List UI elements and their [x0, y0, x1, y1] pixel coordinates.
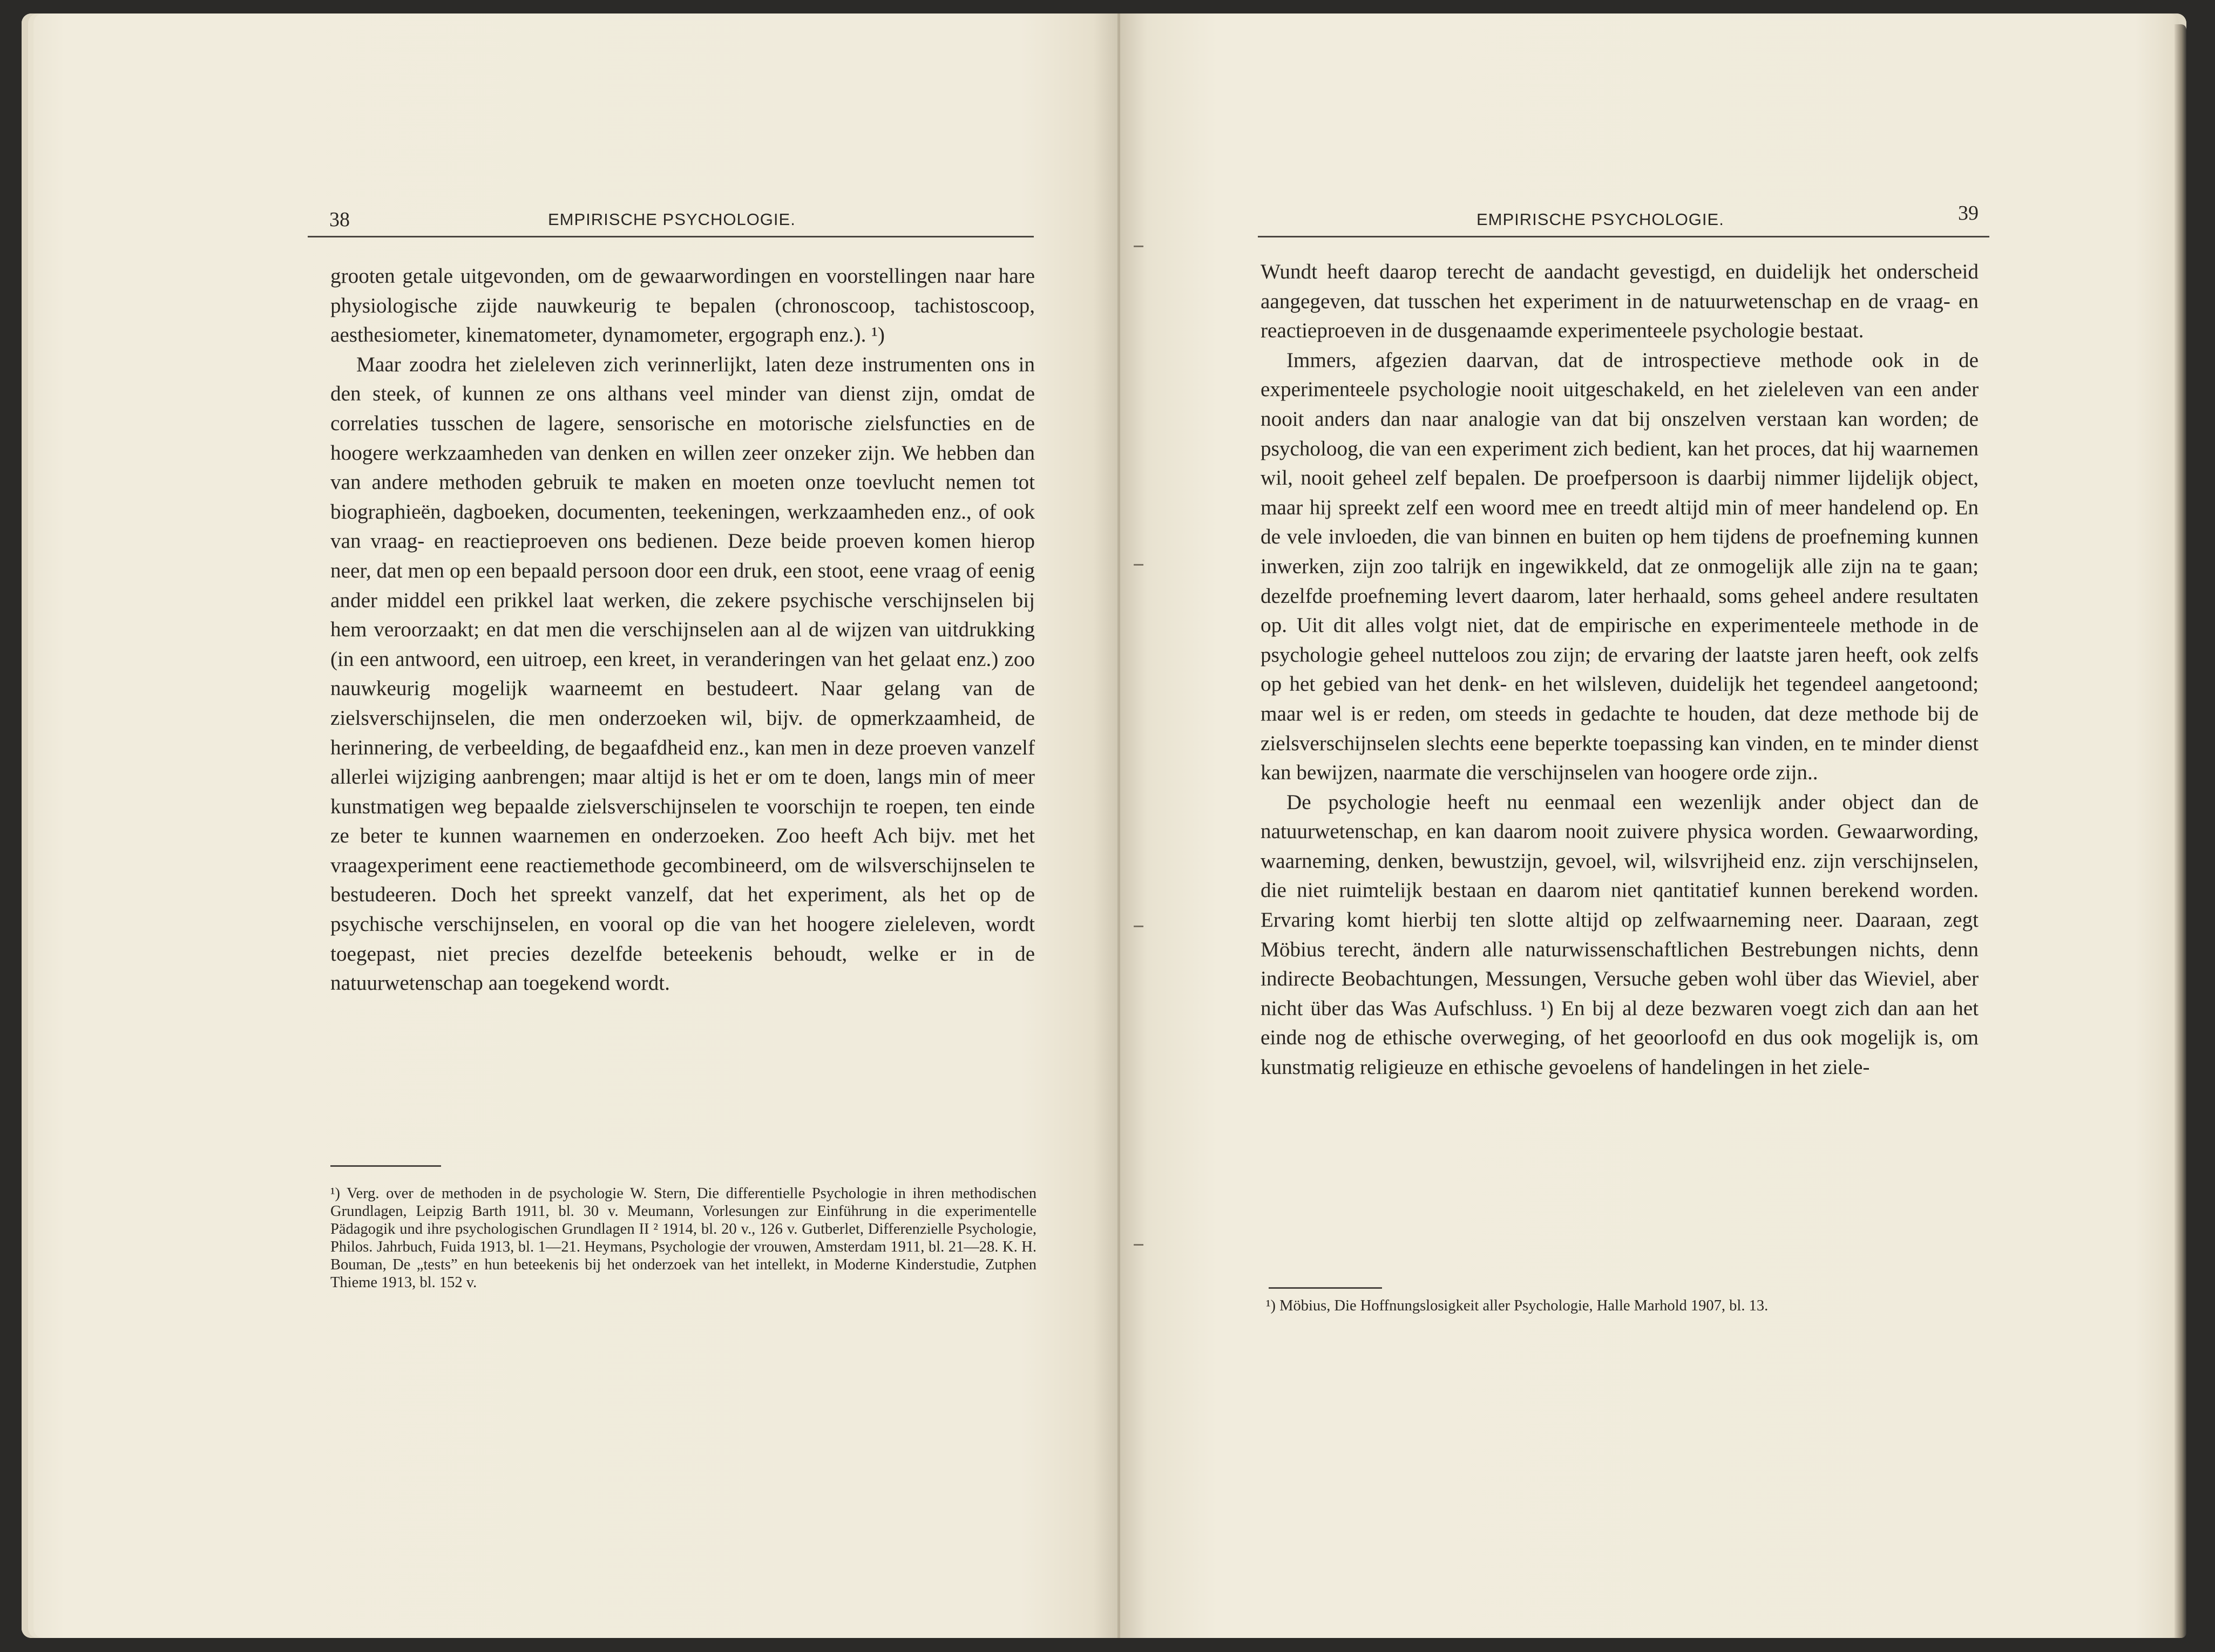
page-stack-edge [2175, 24, 2186, 1638]
binding-mark [1134, 564, 1143, 566]
left-footnote-rule [330, 1165, 441, 1167]
right-page [1120, 13, 2186, 1638]
binding-mark [1134, 926, 1143, 927]
right-paragraph-2: Immers, afgezien daarvan, dat de introspectieve methode ook in de experimenteele psychologie nooit uitgeschakeld, en het zieleleven van een ander nooit anders dan naar analogie van dat bij onszelven verstaan kan worden; de psycholoog, die van een experiment zich bedient, kan het proces, dat hij waarnemen wil, nooit geheel zelf bepalen. De proefpersoon is daarbij nimmer lijdelijk object, maar hij spreekt zelf een woord mee en treedt altijd min of meer handelend op. En de vele invloeden, die van binnen en buiten op hem tijdens de proefneming kunnen inwerken, zijn zoo talrijk en ingewikkeld, dat ze onmogelijk alle zijn na te gaan; dezelfde proefneming levert daarom, later herhaald, soms geheel andere resultaten op. Uit dit alles volgt niet, dat de empirische en experimenteele methode in de psychologie geheel nutteloos zou zijn; de ervaring der laatste jaren heeft, ook zelfs op het gebied van het denk- en het wilsleven, duidelijk het tegendeel aangetoond; maar wel is er reden, om steeds in gedachte te houden, dat deze methode bij de zielsverschijnselen slechts eene beperkte toepassing kan vinden, en te minder dienst kan bewijzen, naarmate die verschijnselen van hoogere orde zijn.. [1261, 348, 1979, 785]
left-running-title: EMPIRISCHE PSYCHOLOGIE. [548, 210, 796, 229]
left-paragraph-1: grooten getale uitgevonden, om de gewaarwordingen en voorstellingen naar hare physiologische zijde nauwkeurig te bepalen (chronoscoop, tachistoscoop, aesthesiometer, kinematometer, dynamometer, ergograph enz.). ¹) [330, 264, 1035, 347]
right-running-title: EMPIRISCHE PSYCHOLOGIE. [1476, 210, 1724, 229]
left-page [22, 13, 1120, 1638]
left-body-text [330, 262, 1035, 998]
open-book [22, 13, 2186, 1638]
left-page-number: 38 [329, 208, 350, 231]
left-running-head [308, 198, 1034, 237]
binding-mark [1134, 1244, 1143, 1246]
right-page-number: 39 [1958, 202, 1979, 225]
right-footnote: ¹) Möbius, Die Hoffnungslosigkeit aller Psychologie, Halle Marhold 1907, bl. 13. [1266, 1297, 1769, 1314]
binding-mark [1134, 246, 1143, 247]
right-footnote-rule [1269, 1287, 1382, 1289]
right-running-head [1258, 198, 1989, 237]
left-footnote: ¹) Verg. over de methoden in de psychologie W. Stern, Die differentielle Psychologie in ihren methodischen Grundlagen, Leipzig Barth 1911, bl. 30 v. Meumann, Vorlesungen zur Einführung in die experimentelle Pädagogik und ihre psychologischen Grundlagen II ² 1914, bl. 20 v., 126 v. Gutberlet, Differenzielle Psychologie, Philos. Jahrbuch, Fuida 1913, bl. 1—21. Heymans, Psychologie der vrouwen, Amsterdam 1911, bl. 21—28. K. H. Bouman, De „tests” en hun beteekenis bij het onderzoek van het intellekt, in Moderne Kinderstudie, Zutphen Thieme 1913, bl. 152 v. [330, 1185, 1037, 1291]
right-paragraph-3: De psychologie heeft nu eenmaal een wezenlijk ander object dan de natuurwetenschap, en kan daarom nooit zuivere physica worden. Gewaarwording, waarneming, denken, bewustzijn, gevoel, wil, wilsvrijheid enz. zijn verschijnselen, die niet ruimtelijk bestaan en daarom niet qantitatief kunnen berekend worden. Ervaring komt hierbij ten slotte altijd op zelfwaarneming neer. Daaraan, zegt Möbius terecht, ändern alle naturwissenschaftlichen Bestrebungen nichts, denn indirecte Beobachtungen, Messungen, Versuche geben wohl über das Wieviel, aber nicht über das Was Aufschluss. ¹) En bij al deze bezwaren voegt zich dan aan het einde nog de ethische overweging, of het geoorloofd en dus ook mogelijk is, om kunstmatig religieuze en ethische gevoelens of handelingen in het ziele- [1261, 790, 1979, 1079]
left-paragraph-2: Maar zoodra het zieleleven zich verinnerlijkt, laten deze instrumenten ons in den steek, of kunnen ze ons althans veel minder van dienst zijn, omdat de correlaties tusschen de lagere, sensorische en motorische zielsfuncties en de hoogere werkzaamheden van denken en willen zeer onzeker zijn. We hebben dan van andere methoden gebruik te maken en moeten onze toevlucht nemen tot biographieën, dagboeken, documenten, teekeningen, werkzaamheden enz., of ook van vraag- en reactieproeven ons bedienen. Deze beide proeven komen hierop neer, dat men op een bepaald persoon door een druk, een stoot, eene vraag of eenig ander middel een prikkel laat werken, die zekere psychische verschijnselen bij hem veroorzaakt; en dat men die verschijnselen aan al de wijzen van uitdrukking (in een antwoord, een uitroep, een kreet, in veranderingen van het gelaat enz.) zoo nauwkeurig mogelijk waarneemt en bestudeert. Naar gelang van de zielsverschijnselen, die men onderzoeken wil, bijv. de opmerkzaamheid, de herinnering, de verbeelding, de begaafdheid enz., kan men in deze proeven vanzelf allerlei wijziging aanbrengen; maar altijd is het er om te doen, langs min of meer kunstmatigen weg bepaalde zielsverschijnselen te voorschijn te roepen, ten einde ze beter te kunnen waarnemen en onderzoeken. Zoo heeft Ach bijv. met het vraagexperiment eene reactiemethode gecombineerd, om de wilsverschijnselen te bestudeeren. Doch het spreekt vanzelf, dat het experiment, als het op de psychische verschijnselen, en vooral op die van het hoogere zieleleven, wordt toegepast, niet precies dezelfde beteekenis behoudt, welke er in de natuurwetenschap aan toegekend wordt. [330, 352, 1035, 995]
right-body-text [1261, 257, 1979, 1083]
right-paragraph-1: Wundt heeft daarop terecht de aandacht gevestigd, en duidelijk het onderscheid aangegeven, dat tusschen het experiment in de natuurwetenschap en de vraag- en reactieproeven in de dusgenaamde experimenteele psychologie bestaat. [1261, 260, 1979, 343]
